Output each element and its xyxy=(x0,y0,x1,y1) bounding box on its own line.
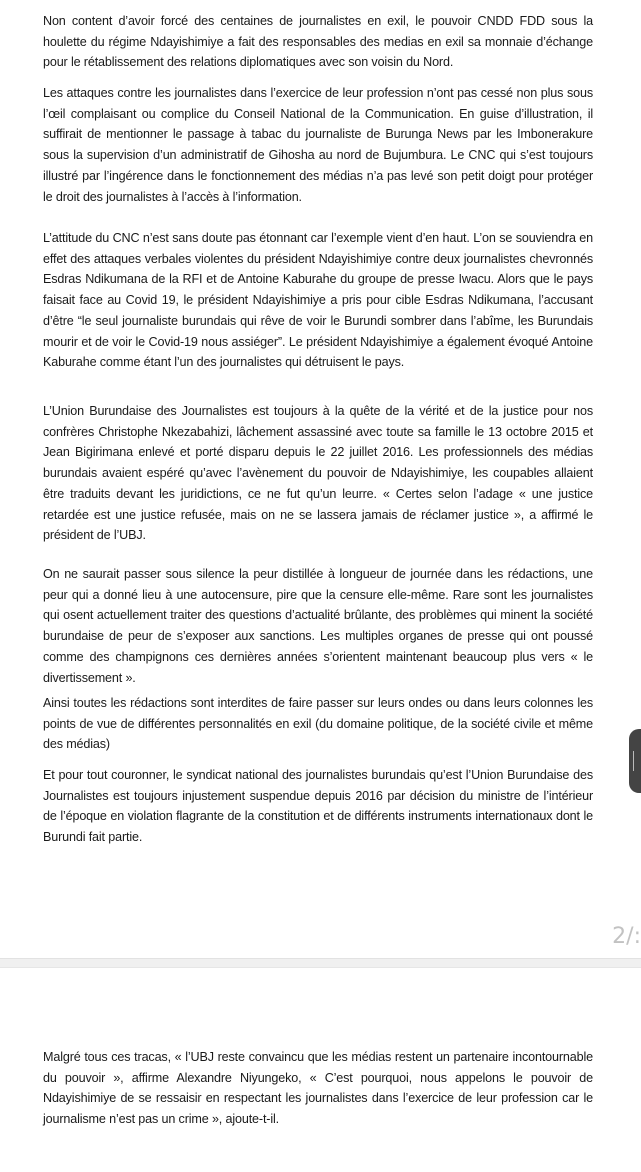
paragraph-5: On ne saurait passer sous silence la peur distillée à longueur de journée dans les rédactions, une peur qui a donné lieu à une autocensure, pire que la censure elle-même. Rare sont les journalistes qui osent actuellement traiter des questions d’actualité brûlante, des problèmes qui minent la société burundaise de peur de s’exposer aux sanctions. Les multiples organes de presse qui ont poussé comme des champignons ces dernières années s’orientent maintenant beaucoup plus vers « le divertissement ». xyxy=(43,567,593,685)
paragraph-6: Ainsi toutes les rédactions sont interdites de faire passer sur leurs ondes ou dans leurs colonnes les points de vue de différentes personnalités en exil (du domaine politique, de la société civile et même des médias) xyxy=(43,696,593,752)
paragraph-2: Les attaques contre les journalistes dans l’exercice de leur profession n’ont pas cessé non plus sous l’œil complaisant ou complice du Conseil National de la Communication. En guise d’illustration, il suffirait de mentionner le passage à tabac du journaliste de Burunga News par les Imbonerakure sous la supervision d’un administratif de Gihosha au nord de Bujumbura. Le CNC qui s’est toujours illustré par l’ingérence dans le fonctionnement des médias n’a pas levé son petit doigt pour protéger le droit des journalistes à l’accès à l’information. xyxy=(43,86,593,204)
page-number-indicator: 2/: xyxy=(612,924,641,949)
paragraph-7: Et pour tout couronner, le syndicat national des journalistes burundais qu’est l’Union Burundaise des Journalistes est toujours injustement suspendue depuis 2016 par décision du ministre de l’intérieur de l’époque en violation flagrante de la constitution et de différents instruments internationaux dont le Burundi fait partie. xyxy=(43,768,593,845)
grip-icon xyxy=(633,751,639,771)
scroll-handle[interactable] xyxy=(629,729,641,793)
paragraph-8: Malgré tous ces tracas, « l’UBJ reste convaincu que les médias restent un partenaire incontournable du pouvoir », affirme Alexandre Niyungeko, « C’est pourquoi, nous appelons le pouvoir de Ndayishimiye de se ressaisir en respectant les journalistes dans l’exercice de leur profession car le journalisme n’est pas un crime », ajoute-t-il. xyxy=(43,1050,593,1127)
paragraph-3: L’attitude du CNC n’est sans doute pas étonnant car l’exemple vient d’en haut. L’on se souviendra en effet des attaques verbales violentes du président Ndayishimiye contre deux journalistes chevronnés Esdras Ndikumana de la RFI et de Antoine Kaburahe du groupe de presse Iwacu. Alors que le pays faisait face au Covid 19, le président Ndayishimiye a pris pour cible Esdras Ndikumana, l’accusant d’être “le seul journaliste burundais qui rêve de voir le Burundi sombrer dans l’abîme, les Burundais mourir et de voir le Covid-19 nous assiéger”. Le président Ndayishimiye a également évoqué Antoine Kaburahe comme étant l’un des journalistes qui détruisent le pays. xyxy=(43,231,593,370)
paragraph-1: Non content d’avoir forcé des centaines de journalistes en exil, le pouvoir CNDD FDD sous la houlette du régime Ndayishimiye a fait des responsables des medias en exil sa monnaie d’échange pour le rétablissement des relations diplomatiques avec son voisin du Nord. xyxy=(43,14,593,70)
page-separator xyxy=(0,958,641,968)
paragraph-4: L’Union Burundaise des Journalistes est toujours à la quête de la vérité et de la justice pour nos confrères Christophe Nkezabahizi, lâchement assassiné avec toute sa famille le 13 octobre 2015 et Jean Bigirimana enlevé et porté disparu depuis le 22 juillet 2016. Les professionnels des médias burundais avaient espéré qu’avec l’avènement du pouvoir de Ndayishimiye, les coupables allaient être traduits devant les juridictions, ce ne fut qu’un leurre. « Certes selon l’adage « une justice retardée est une justice refusée, mais on ne se lassera jamais de réclamer justice », a affirmé le président de l’UBJ. xyxy=(43,404,593,543)
